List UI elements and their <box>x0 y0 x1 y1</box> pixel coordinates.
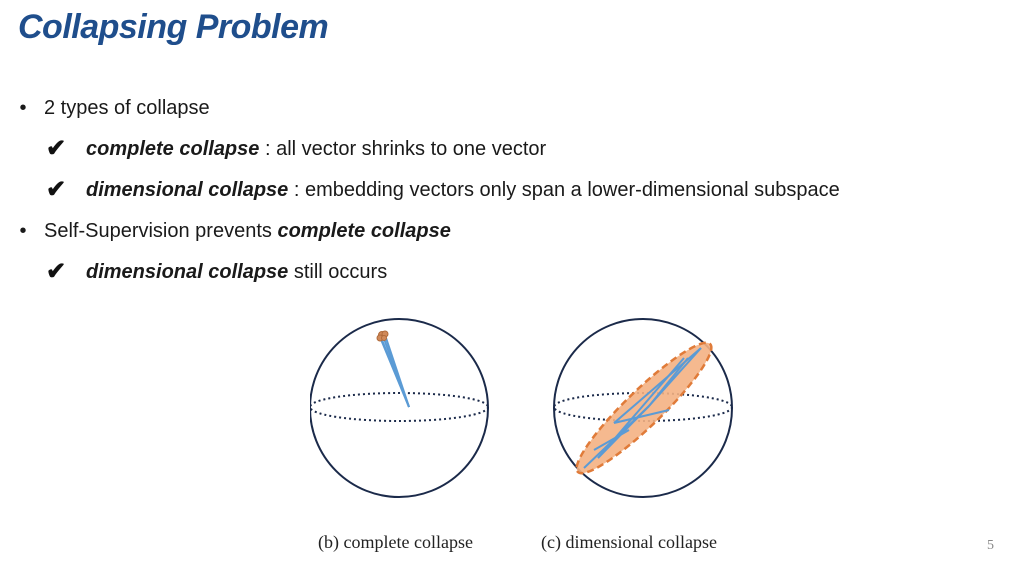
collapsed-vectors <box>380 336 409 407</box>
sub-item-description: : embedding vectors only span a lower-dimensional subspace <box>288 179 840 201</box>
sub-item-description: still occurs <box>288 261 388 283</box>
dimensional-collapse-sphere <box>554 319 732 497</box>
sphere-outline <box>310 319 488 497</box>
emphasis-term: dimensional collapse <box>86 261 289 283</box>
sub-item-text <box>86 260 387 284</box>
emphasis-term: complete collapse <box>277 220 451 242</box>
caption-dimensional-collapse: (c) dimensional collapse <box>541 532 717 552</box>
bullet-dot: • <box>19 97 27 119</box>
sphere-equator <box>310 393 488 421</box>
vector-line <box>598 358 684 458</box>
collapsed-point-cluster <box>377 331 388 341</box>
slide-title: Collapsing Problem <box>18 8 329 46</box>
vector-line <box>382 340 409 407</box>
complete-collapse-sphere <box>310 319 488 497</box>
caption-complete-collapse: (b) complete collapse <box>318 532 473 552</box>
collapse-figure <box>310 318 750 508</box>
bullet-dot: • <box>19 220 27 242</box>
sub-item-text <box>86 137 546 161</box>
sub-item-description: : all vector shrinks to one vector <box>259 138 547 160</box>
point-dot <box>382 336 387 341</box>
emphasis-term: complete collapse <box>86 138 260 160</box>
check-icon: ✔ <box>46 135 67 162</box>
check-icon: ✔ <box>46 176 67 203</box>
bullet-text <box>44 219 451 243</box>
subspace-ellipse <box>565 331 722 485</box>
page-number: 5 <box>987 538 994 553</box>
emphasis-term: dimensional collapse <box>86 179 289 201</box>
bullet-text: 2 types of collapse <box>44 97 210 119</box>
sub-item-text <box>86 178 840 202</box>
bullet-description: Self-Supervision prevents <box>44 220 278 242</box>
check-icon: ✔ <box>46 258 67 285</box>
